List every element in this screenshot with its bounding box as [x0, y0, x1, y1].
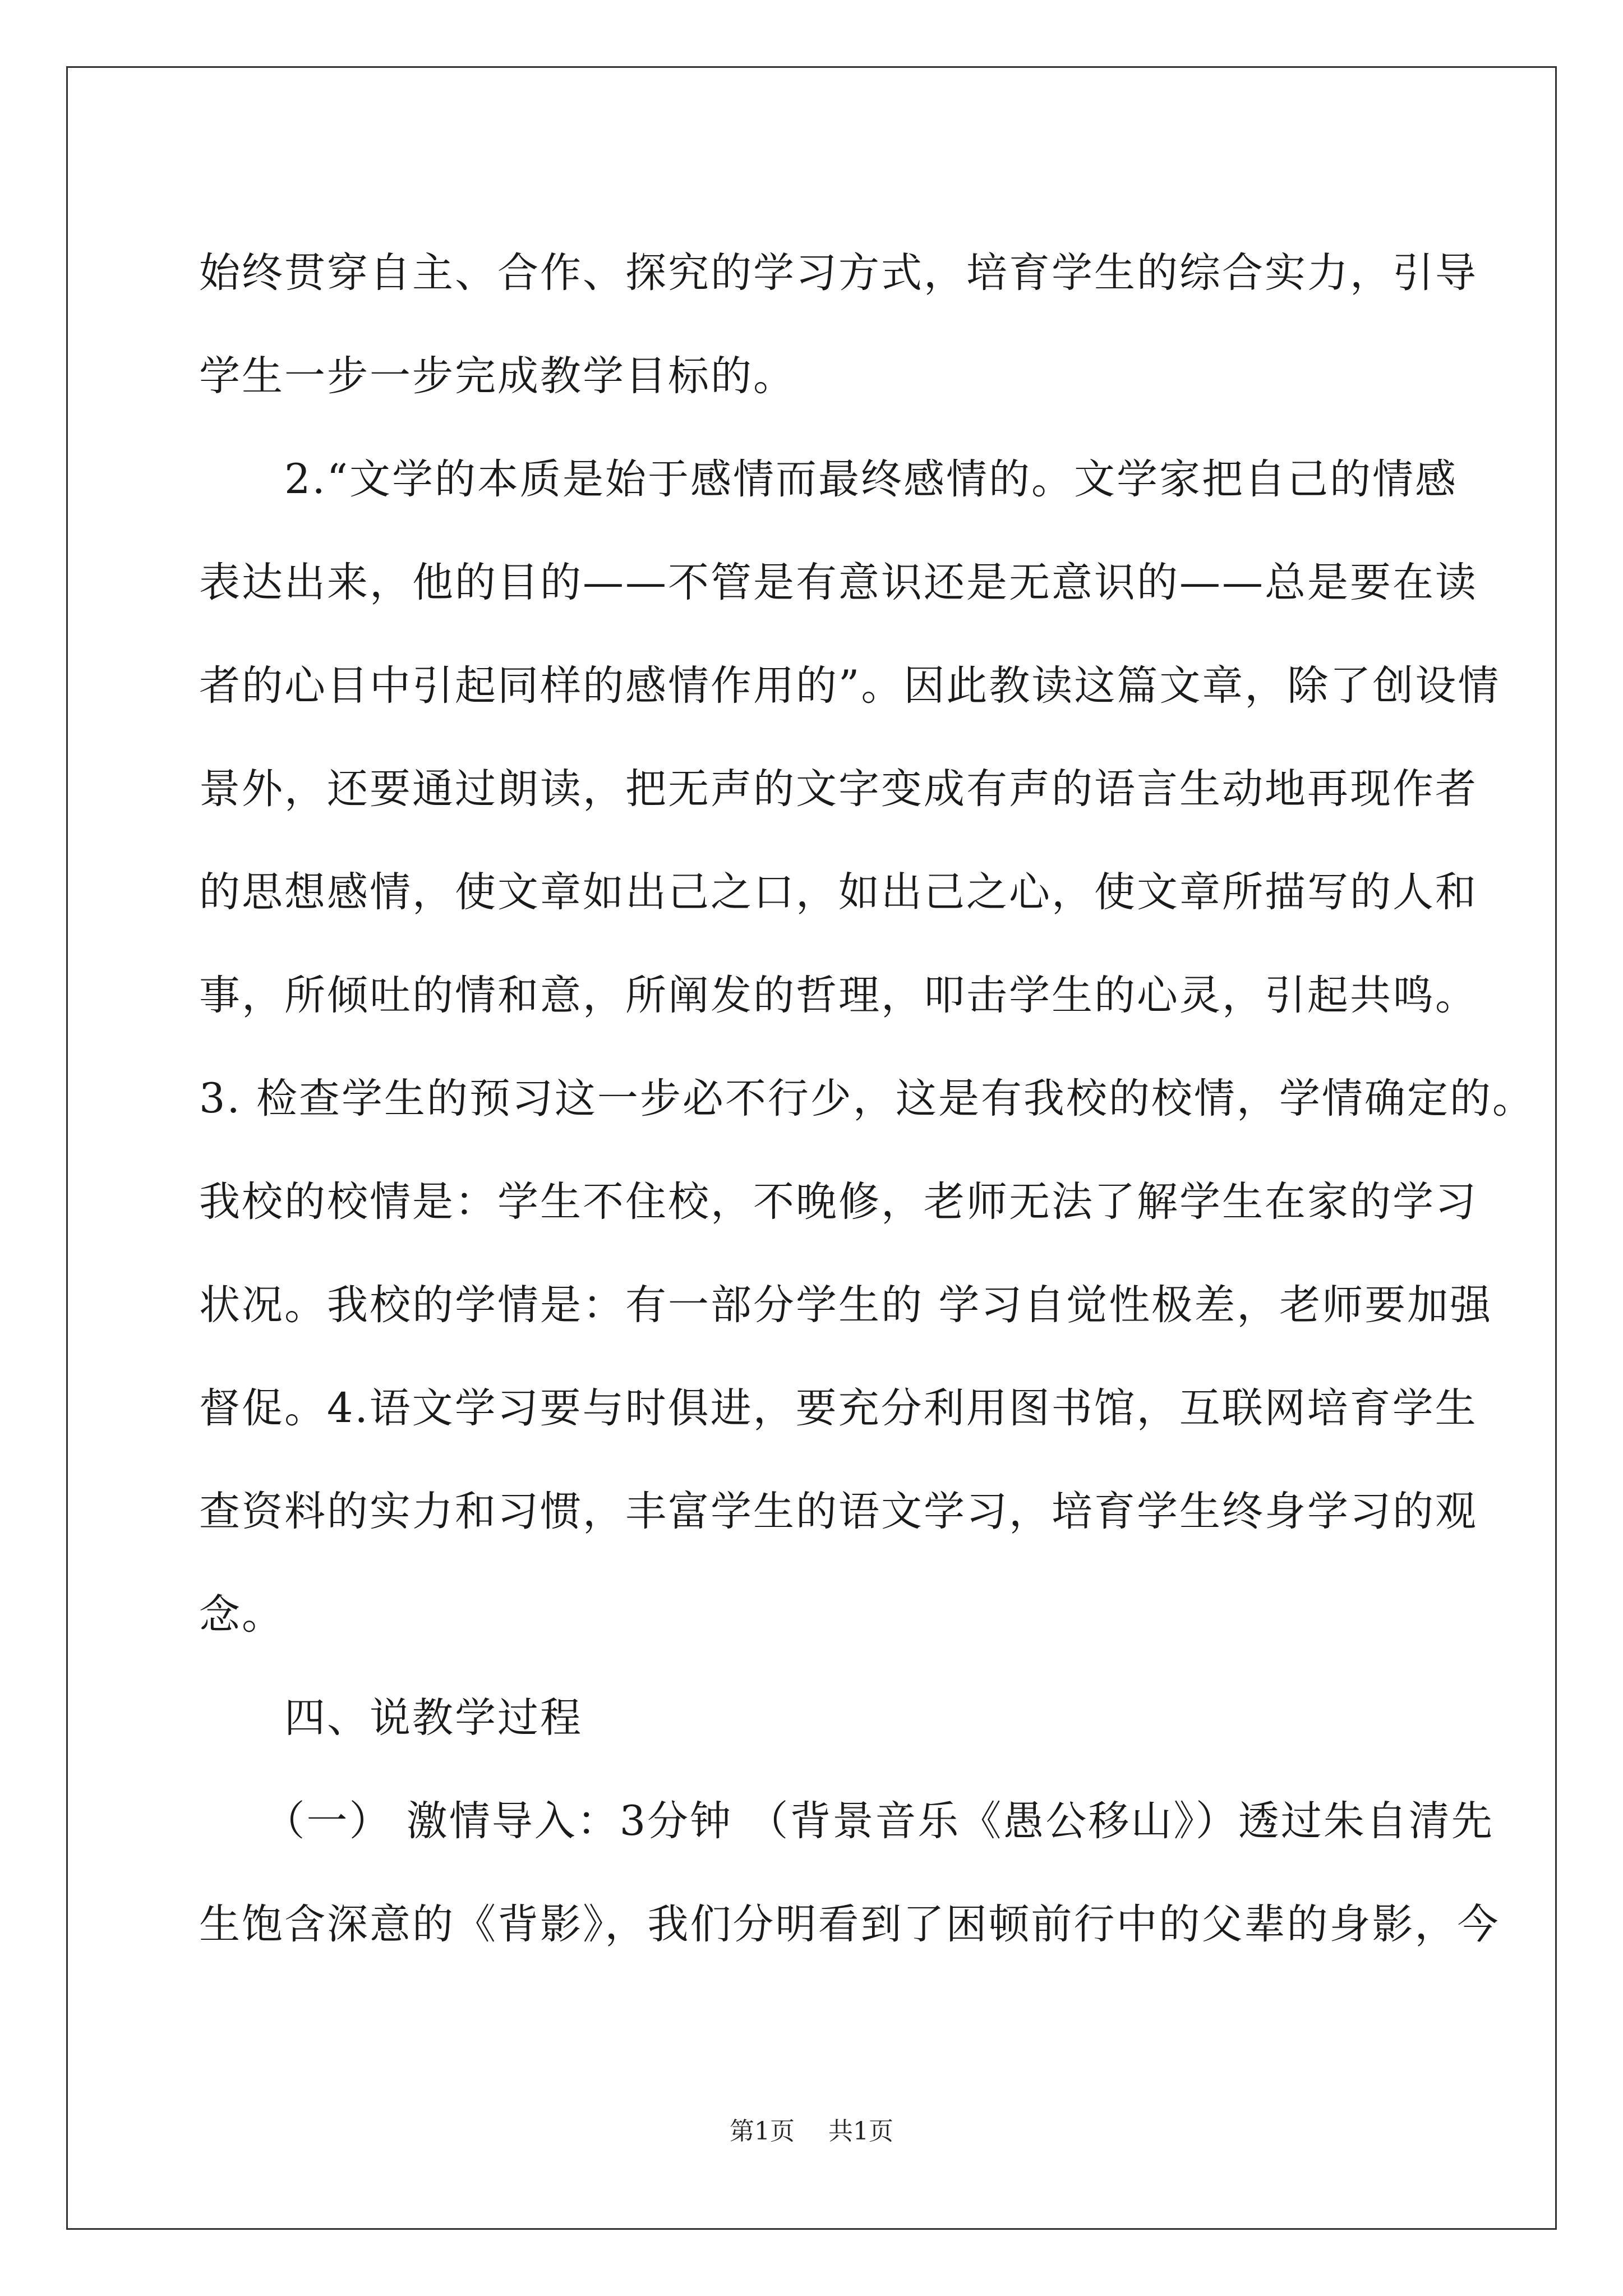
text-line: 念。 — [199, 1591, 284, 1639]
text-line: 生饱含深意的《背影》，我们分明看到了困顿前行中的父辈的身影，今 — [199, 1901, 1500, 1948]
text-line: （一） 激情导入：3分钟 （背景音乐《愚公移山》）透过朱自清先 — [199, 1797, 1494, 1845]
page-total: 共1页 — [828, 2117, 893, 2146]
text-line: 事，所倾吐的情和意，所阐发的哲理，叩击学生的心灵，引起共鸣。 — [199, 972, 1478, 1019]
document-body — [199, 222, 1535, 1976]
text-line: 督促。4.语文学习要与时俱进，要充分利用图书馆，互联网培育学生 — [199, 1384, 1478, 1432]
text-line: 查资料的实力和习惯，丰富学生的语文学习，培育学生终身学习的观 — [199, 1488, 1478, 1535]
page-number: 第1页 — [730, 2117, 795, 2146]
text-line: 2.“文学的本质是始于感情而最终感情的。文学家把自己的情感 — [199, 455, 1458, 503]
text-line: 者的心目中引起同样的感情作用的”。因此教读这篇文章，除了创设情 — [199, 662, 1501, 710]
text-line: 表达出来，他的目的——不管是有意识还是无意识的——总是要在读 — [199, 559, 1478, 606]
text-line: 状况。我校的学情是：有一部分学生的 学习自觉性极差，老师要加强 — [199, 1281, 1493, 1329]
page-footer — [0, 2115, 1623, 2148]
text-line: 的思想感情，使文章如出己之口，如出己之心，使文章所描写的人和 — [199, 868, 1478, 916]
text-line: 学生一步一步完成教学目标的。 — [199, 352, 796, 400]
section-heading: 四、说教学过程 — [199, 1694, 583, 1742]
text-line: 景外，还要通过朗读，把无声的文字变成有声的语言生动地再现作者 — [199, 765, 1478, 813]
text-line: 我校的校情是：学生不住校，不晚修，老师无法了解学生在家的学习 — [199, 1178, 1478, 1226]
text-line: 3. 检查学生的预习这一步必不行少，这是有我校的校情，学情确定的。 — [199, 1075, 1535, 1122]
text-line: 始终贯穿自主、合作、探究的学习方式，培育学生的综合实力，引导 — [199, 249, 1478, 297]
